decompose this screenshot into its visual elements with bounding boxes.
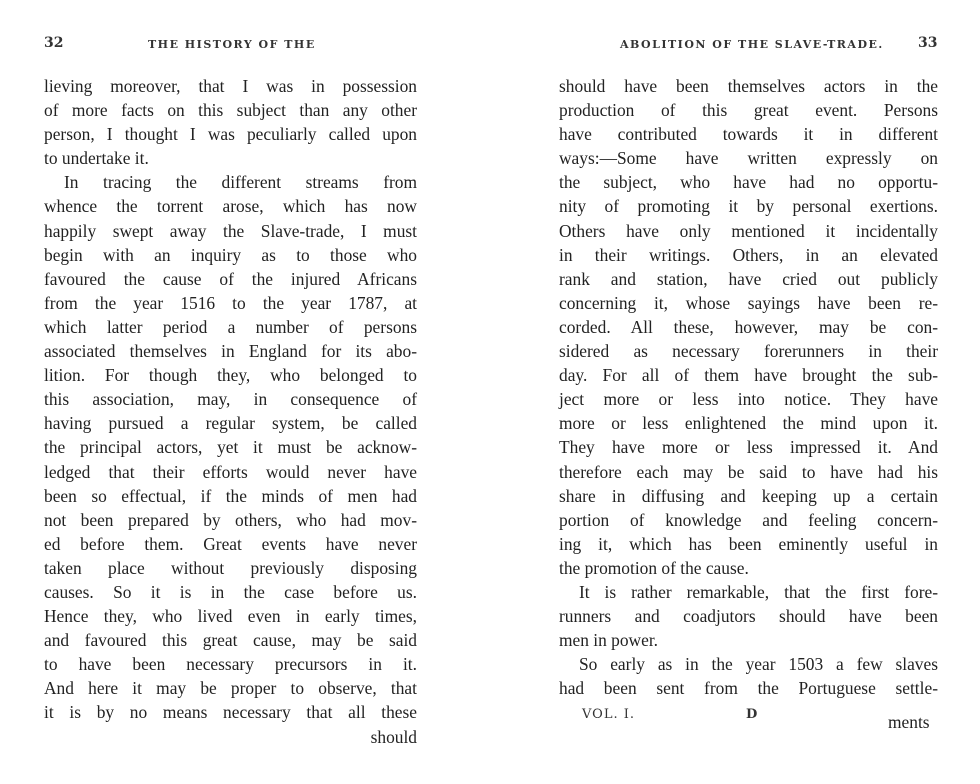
text-line: to have been necessary precursors in it. (44, 654, 417, 675)
text-line: more or less enlightened the mind upon it. (559, 413, 938, 434)
text-line: whence the torrent arose, which has now (44, 196, 417, 217)
page-body (559, 74, 938, 700)
text-line: share in diffusing and keeping up a certain (559, 485, 938, 506)
text-line: this association, may, in consequence of (44, 389, 417, 410)
text-line: ed before them. Great events have never (44, 533, 417, 554)
text-line: runners and coadjutors should have been (559, 606, 938, 627)
text-line: It is rather remarkable, that the first fore- (579, 581, 938, 602)
text-line: not been prepared by others, who had mov- (44, 509, 417, 530)
text-line: portion of knowledge and feeling concern- (559, 509, 938, 530)
text-line: men in power. (559, 630, 659, 651)
page-number: 32 (44, 35, 64, 51)
right-page (510, 0, 980, 784)
text-line: person, I thought I was peculiarly called upon (44, 124, 417, 145)
text-line: have contributed towards it in different (559, 124, 938, 145)
text-line: happily swept away the Slave-trade, I must (44, 220, 417, 241)
text-line: the principal actors, yet it must be acknow- (44, 437, 417, 458)
text-line: rank and station, have cried out publicly (559, 268, 938, 289)
left-page (0, 0, 470, 784)
text-line: sidered as necessary forerunners in their (559, 341, 938, 362)
text-line: corded. All these, however, may be con- (559, 316, 938, 337)
catchword: should (370, 726, 417, 747)
text-line: begin with an inquiry as to those who (44, 244, 417, 265)
text-line: And here it may be proper to observe, that (44, 678, 417, 699)
page-number: 33 (918, 35, 938, 51)
text-line: lition. For though they, who belonged to (44, 365, 417, 386)
running-head: ABOLITION OF THE SLAVE-TRADE. (620, 38, 884, 51)
text-line: In tracing the different streams from (64, 172, 417, 193)
text-line: Others have only mentioned it incidentally (559, 220, 938, 241)
text-line: and favoured this great cause, may be said (44, 630, 417, 651)
text-line: day. For all of them have brought the sub- (559, 365, 938, 386)
text-line: from the year 1516 to the year 1787, at (44, 292, 417, 313)
volume-signature: VOL. I. (582, 707, 635, 722)
signature-mark: D (746, 707, 759, 722)
text-line: nity of promoting it by personal exertions. (559, 196, 938, 217)
text-line: associated themselves in England for its abo- (44, 341, 417, 362)
text-line: production of this great event. Persons (559, 100, 938, 121)
text-line: favoured the cause of the injured Africans (44, 268, 417, 289)
text-line: the subject, who have had no opportu- (559, 172, 938, 193)
text-line: of more facts on this subject than any other (44, 100, 417, 121)
text-line: the promotion of the cause. (559, 557, 749, 578)
running-head: THE HISTORY OF THE (148, 38, 316, 51)
text-line: So early as in the year 1503 a few slaves (579, 654, 938, 675)
text-line: having pursued a regular system, be called (44, 413, 417, 434)
text-line: lieving moreover, that I was in possession (44, 76, 417, 96)
text-line: concerning it, whose sayings have been re- (559, 292, 938, 313)
text-line: had been sent from the Portuguese settle- (559, 678, 938, 699)
text-line: therefore each may be said to have had his (559, 461, 938, 482)
text-line: causes. So it is in the case before us. (44, 581, 417, 602)
text-line: Hence they, who lived even in early times, (44, 606, 417, 627)
text-line: ways:—Some have written expressly on (559, 148, 938, 169)
text-line: ledged that their efforts would never have (44, 461, 417, 482)
page-body (44, 74, 417, 749)
text-line: They have more or less impressed it. And (559, 437, 938, 458)
text-line: should have been themselves actors in the (559, 76, 938, 96)
text-line: in their writings. Others, in an elevated (559, 244, 938, 265)
text-line: which latter period a number of persons (44, 316, 417, 337)
text-line: taken place without previously disposing (44, 557, 417, 578)
text-line: it is by no means necessary that all these (44, 702, 417, 723)
text-line: been so effectual, if the minds of men had (44, 485, 417, 506)
text-line: ject more or less into notice. They have (559, 389, 938, 410)
text-line: to undertake it. (44, 148, 149, 169)
catchword: ments (888, 712, 930, 732)
text-line: ing it, which has been eminently useful in (559, 533, 938, 554)
